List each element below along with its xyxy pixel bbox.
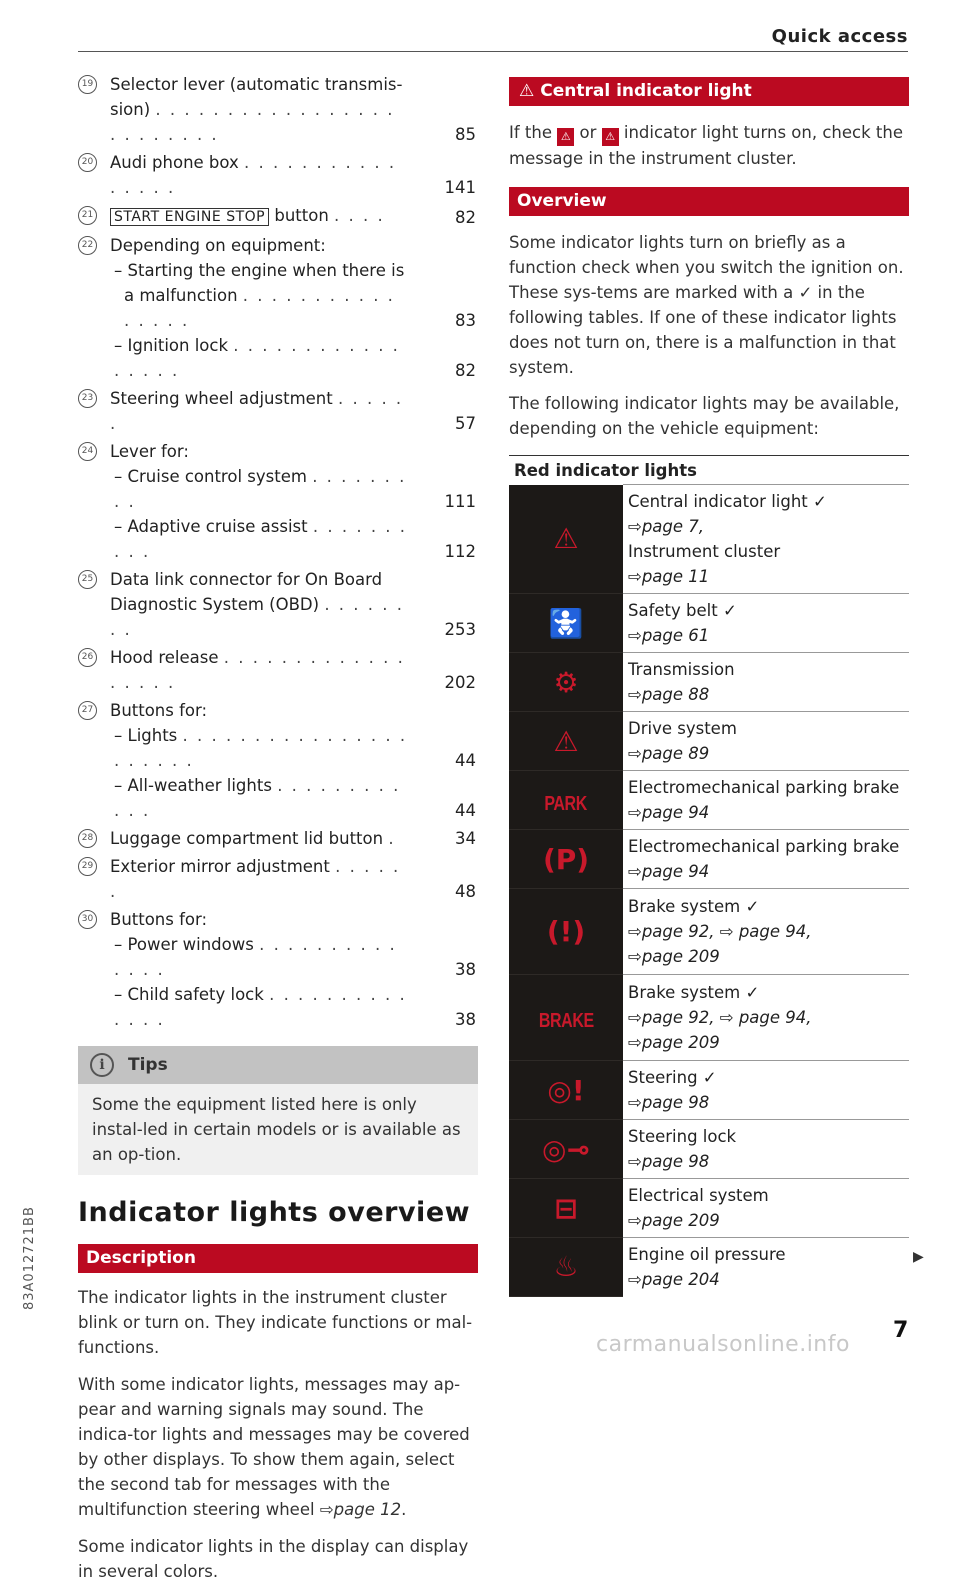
- indicator-light-icon: ⚙: [553, 665, 579, 699]
- toc-entry-label: Selector lever (automatic transmis-: [110, 75, 403, 94]
- arrow-icon: ⇨: [628, 685, 642, 704]
- page-link[interactable]: page 89: [641, 744, 710, 763]
- para2-end: .: [401, 1500, 407, 1519]
- indicator-icon-cell: [509, 1179, 623, 1238]
- page-reference[interactable]: [628, 919, 909, 944]
- toc-entry-label: Steering wheel adjustment: [110, 389, 333, 408]
- toc-entry-label: – All-weather lights: [114, 776, 272, 795]
- page-link[interactable]: page 98: [641, 1093, 710, 1112]
- toc-row[interactable]: [78, 439, 478, 464]
- leader-dots: . . . . . . . .: [110, 595, 405, 639]
- start-engine-stop-label: START ENGINE STOP: [110, 208, 269, 226]
- callout-number-icon: 27: [78, 701, 97, 720]
- toc-entry-label: Buttons for:: [110, 910, 208, 929]
- page-link[interactable]: page 61: [641, 626, 710, 645]
- leader-dots: . . . . . . . . . . . . . . . . . . . . . .: [114, 726, 408, 770]
- page-link[interactable]: page 209: [641, 947, 720, 966]
- toc-page-number: 44: [455, 751, 476, 770]
- toc-row[interactable]: [78, 514, 478, 564]
- indicator-description: [623, 594, 909, 653]
- indicator-title: Electromechanical parking brake: [628, 837, 900, 856]
- indicator-row: [509, 889, 909, 975]
- indicator-title: Brake system ✓: [628, 983, 760, 1002]
- toc-list: [78, 72, 478, 1032]
- callout-number-icon: 23: [78, 389, 97, 408]
- tips-header: [78, 1046, 478, 1084]
- page-reference[interactable]: [628, 514, 909, 539]
- toc-row[interactable]: [78, 233, 478, 258]
- indicator-icon-cell: [509, 889, 623, 975]
- indicator-light-icon: BRAKE: [538, 1010, 594, 1032]
- toc-entry-label: – Adaptive cruise assist: [114, 517, 308, 536]
- indicator-description: [623, 830, 909, 889]
- indicator-icon-cell: [509, 1120, 623, 1179]
- indicator-description: [623, 1179, 909, 1238]
- arrow-icon: ⇨: [628, 1008, 642, 1027]
- central-text-or: or: [579, 123, 597, 142]
- toc-page-number: 82: [455, 361, 476, 380]
- toc-row[interactable]: [78, 72, 478, 97]
- toc-entry-label: – Lights: [114, 726, 178, 745]
- toc-row[interactable]: [78, 258, 478, 283]
- callout-number-icon: 19: [78, 75, 97, 94]
- indicator-title: Electrical system: [628, 1186, 769, 1205]
- arrow-icon: ⇨: [628, 744, 642, 763]
- leader-dots: . . . . . . . . . . . . . . . .: [124, 286, 395, 330]
- indicator-description: [623, 485, 909, 594]
- toc-entry-label: Diagnostic System (OBD): [110, 595, 320, 614]
- indicator-row: [509, 485, 909, 594]
- indicator-title: Electromechanical parking brake: [628, 778, 900, 797]
- indicator-light-icon: 🚼: [548, 606, 584, 640]
- page-number: 7: [893, 1318, 909, 1343]
- toc-page-number: 253: [444, 620, 476, 639]
- toc-row[interactable]: [78, 464, 478, 514]
- arrow-icon: ⇨: [628, 1270, 642, 1289]
- indicator-title: Steering ✓: [628, 1068, 717, 1087]
- toc-entry-text: [78, 567, 478, 592]
- indicator-light-icon: ◎!: [547, 1073, 585, 1107]
- page-link[interactable]: page 94: [641, 803, 710, 822]
- indicator-description: [623, 712, 909, 771]
- arrow-icon: ⇨: [628, 803, 642, 822]
- red-warning-icon: ⚠: [557, 128, 574, 146]
- arrow-icon: ⇨: [628, 517, 642, 536]
- page-link[interactable]: page 11: [641, 567, 710, 586]
- callout-number-icon: 26: [78, 648, 97, 667]
- leader-dots: . . . . . . . . . . . . . . . .: [110, 153, 397, 197]
- description-para-1: The indicator lights in the instrument cluster blink or turn on. They indicate functions or mal-functions.: [78, 1288, 473, 1357]
- page-reference[interactable]: [628, 944, 909, 969]
- overview-bar: Overview: [509, 187, 909, 216]
- toc-entry-text: [78, 233, 478, 258]
- indicator-icon-cell: [509, 771, 623, 830]
- indicator-title: Drive system: [628, 719, 737, 738]
- page-reference[interactable]: [628, 1149, 909, 1174]
- indicator-light-icon: ⚠: [553, 724, 579, 758]
- watermark: carmanualsonline.info: [596, 1332, 850, 1357]
- toc-row[interactable]: [78, 723, 478, 773]
- leader-dots: . . . . . .: [110, 389, 404, 433]
- tips-body: Some the equipment listed here is only instal-led in certain models or is available as an op-tion.: [92, 1095, 461, 1164]
- info-icon: i: [90, 1053, 114, 1077]
- toc-page-number: 48: [455, 882, 476, 901]
- toc-row[interactable]: [78, 932, 478, 982]
- arrow-icon: ⇨: [628, 1152, 642, 1171]
- next-page-arrow-icon: ▶: [913, 1249, 924, 1265]
- indicator-icon-cell: [509, 485, 623, 594]
- toc-page-number: 44: [455, 801, 476, 820]
- page-reference[interactable]: [628, 564, 909, 589]
- indicator-description: [623, 771, 909, 830]
- indicator-row: [509, 1061, 909, 1120]
- toc-row[interactable]: [78, 150, 478, 200]
- toc-entry-label: – Power windows: [114, 935, 254, 954]
- description-para-2: [78, 1372, 478, 1522]
- indicator-row: [509, 830, 909, 889]
- leader-dots: . . . . . . . . . . . . . . . . . . . . . . . . .: [110, 100, 395, 144]
- indicator-description: [623, 1120, 909, 1179]
- toc-page-number: 141: [444, 178, 476, 197]
- tips-box: [78, 1046, 478, 1175]
- callout-number-icon: 29: [78, 857, 97, 876]
- tips-title: Tips: [128, 1055, 168, 1075]
- page-link[interactable]: page 209: [641, 1211, 720, 1230]
- para2-text: With some indicator lights, messages may ap-pear and warning signals may sound. The indica-tor lights and messages may be covered by other displays. To show them again, select the second tab for messages with the multifunction steering wheel: [78, 1375, 470, 1519]
- toc-page-number: 82: [455, 208, 476, 227]
- indicator-icon-cell: [509, 712, 623, 771]
- toc-page-number: 34: [455, 829, 476, 848]
- leader-dots: . . . . . . . . . . . . . . . . . .: [110, 648, 405, 692]
- arrow-icon: ⇨: [628, 567, 642, 586]
- toc-row[interactable]: [78, 386, 478, 436]
- indicator-light-icon: (P): [542, 842, 590, 876]
- indicator-title: Transmission: [628, 660, 735, 679]
- indicator-title: Brake system ✓: [628, 897, 760, 916]
- toc-row[interactable]: [78, 982, 478, 1032]
- arrow-icon: ⇨: [628, 922, 642, 941]
- leader-dots: . . . . . .: [110, 857, 401, 901]
- document-code: 83A012721BB: [22, 1206, 37, 1310]
- indicator-description: [623, 1238, 909, 1297]
- toc-entry-label: – Cruise control system: [114, 467, 307, 486]
- toc-entry-label: Audi phone box: [110, 153, 239, 172]
- toc-row[interactable]: [78, 907, 478, 932]
- page-reference[interactable]: [628, 800, 909, 825]
- section-heading: Indicator lights overview: [78, 1197, 471, 1228]
- central-text-b: indicator light turns on, check the message in the instrument cluster.: [509, 123, 903, 168]
- toc-entry-text: [78, 258, 478, 283]
- toc-row[interactable]: [78, 203, 478, 230]
- indicator-row: [509, 594, 909, 653]
- callout-number-icon: 24: [78, 442, 97, 461]
- indicator-light-icon: (!): [546, 915, 586, 948]
- page-reference[interactable]: [628, 1267, 909, 1292]
- indicator-light-icon: ◎⊸: [542, 1132, 590, 1166]
- toc-row[interactable]: [78, 645, 478, 695]
- indicator-light-icon: PARK: [544, 792, 588, 815]
- callout-number-icon: 20: [78, 153, 97, 172]
- indicator-description: [623, 975, 909, 1061]
- indicator-light-icon: ⚠: [553, 522, 579, 556]
- indicator-row: [509, 712, 909, 771]
- toc-row[interactable]: [78, 773, 478, 823]
- callout-number-icon: 30: [78, 910, 97, 929]
- toc-row[interactable]: [78, 698, 478, 723]
- indicator-description: [623, 889, 909, 975]
- central-indicator-text: [509, 120, 909, 171]
- page-reference[interactable]: [628, 1005, 909, 1030]
- page-link[interactable]: page 94: [641, 862, 710, 881]
- indicator-title: Instrument cluster: [628, 542, 781, 561]
- red-indicator-table: [509, 484, 909, 1297]
- indicator-description: [623, 653, 909, 712]
- indicator-description: [623, 1061, 909, 1120]
- toc-entry-text: [78, 907, 478, 932]
- toc-entry-label: Luggage compartment lid button: [110, 829, 384, 848]
- page-link[interactable]: page 92, ⇨ page 94,: [641, 922, 812, 941]
- page-reference[interactable]: [628, 682, 909, 707]
- callout-number-icon: 22: [78, 236, 97, 255]
- toc-page-number: 38: [455, 960, 476, 979]
- toc-page-number: 38: [455, 1010, 476, 1029]
- toc-row[interactable]: [78, 826, 478, 851]
- callout-number-icon: 25: [78, 570, 97, 589]
- indicator-title: Steering lock: [628, 1127, 737, 1146]
- toc-entry-label: Data link connector for On Board: [110, 570, 383, 589]
- overview-para-1: Some indicator lights turn on briefly as a function check when you switch the ignition on. These sys-tems are marked with a ✓ in the following tables. If one of these indicator lights does not turn on, there is a malfunction in that system.: [509, 233, 904, 377]
- arrow-icon: ⇨: [628, 1033, 642, 1052]
- toc-page-number: 83: [455, 311, 476, 330]
- toc-row[interactable]: [78, 333, 478, 383]
- toc-entry-label: – Child safety lock: [114, 985, 264, 1004]
- indicator-title: Engine oil pressure: [628, 1245, 786, 1264]
- toc-entry-label: Hood release: [110, 648, 219, 667]
- toc-page-number: 85: [455, 125, 476, 144]
- leader-dots: . . . . . . . . . . . . . .: [114, 935, 397, 979]
- toc-row[interactable]: [78, 592, 478, 642]
- page-link[interactable]: page 88: [641, 685, 710, 704]
- leader-dots: . . . . . . . . .: [114, 467, 407, 511]
- page-link[interactable]: page 12: [333, 1500, 402, 1519]
- central-text-a: If the: [509, 123, 552, 142]
- arrow-icon: ⇨: [628, 862, 642, 881]
- indicator-row: [509, 1238, 909, 1297]
- toc-entry-label: a malfunction: [124, 286, 238, 305]
- indicator-icon-cell: [509, 975, 623, 1061]
- right-column: [509, 77, 909, 1297]
- page-link[interactable]: page 98: [641, 1152, 710, 1171]
- toc-entry-text: [78, 72, 478, 97]
- indicator-icon-cell: [509, 1061, 623, 1120]
- callout-number-icon: 21: [78, 206, 97, 225]
- toc-row[interactable]: [78, 854, 478, 904]
- page-link[interactable]: page 204: [641, 1270, 720, 1289]
- central-indicator-title: Central indicator light: [540, 81, 752, 101]
- arrow-icon: ⇨: [628, 626, 642, 645]
- indicator-icon-cell: [509, 1238, 623, 1297]
- indicator-title: Central indicator light ✓: [628, 492, 827, 511]
- page-link[interactable]: page 209: [641, 1033, 720, 1052]
- toc-page-number: 111: [444, 492, 476, 511]
- toc-entry-label: – Ignition lock: [114, 336, 229, 355]
- indicator-row: [509, 1179, 909, 1238]
- toc-entry-label: Depending on equipment:: [110, 236, 326, 255]
- toc-entry-text: [78, 698, 478, 723]
- leader-dots: .: [388, 829, 396, 848]
- indicator-title: Safety belt ✓: [628, 601, 737, 620]
- indicator-row: [509, 1120, 909, 1179]
- indicator-light-icon: ⊟: [554, 1191, 578, 1225]
- callout-number-icon: 28: [78, 829, 97, 848]
- page-reference[interactable]: [628, 1030, 909, 1055]
- leader-dots: . . . .: [334, 206, 385, 225]
- toc-row[interactable]: [78, 567, 478, 592]
- page-reference[interactable]: [628, 1090, 909, 1115]
- page-link[interactable]: page 7,: [641, 517, 705, 536]
- red-warning-icon-2: ⚠: [602, 128, 619, 146]
- toc-entry-label: sion): [110, 100, 151, 119]
- page-link[interactable]: page 92, ⇨ page 94,: [641, 1008, 812, 1027]
- toc-page-number: 112: [444, 542, 476, 561]
- red-indicator-table-title: Red indicator lights: [509, 455, 909, 484]
- indicator-icon-cell: [509, 653, 623, 712]
- toc-entry-label: Exterior mirror adjustment: [110, 857, 330, 876]
- toc-row[interactable]: [78, 97, 478, 147]
- page-reference[interactable]: [628, 1208, 909, 1233]
- left-column: [78, 72, 478, 1584]
- page-reference[interactable]: [628, 859, 909, 884]
- page-reference[interactable]: [628, 623, 909, 648]
- description-bar: Description: [78, 1244, 478, 1273]
- toc-entry-label: button: [274, 206, 329, 225]
- leader-dots: . . . . . . . . . . . . . . . . .: [114, 336, 400, 380]
- toc-row[interactable]: [78, 283, 478, 333]
- indicator-icon-cell: [509, 830, 623, 889]
- leader-dots: . . . . . . . . . . . .: [114, 776, 401, 820]
- page-header-title: Quick access: [771, 26, 908, 47]
- indicator-row: [509, 771, 909, 830]
- toc-entry-label: Lever for:: [110, 442, 189, 461]
- indicator-icon-cell: [509, 594, 623, 653]
- toc-page-number: 57: [455, 414, 476, 433]
- header-rule: [78, 51, 908, 52]
- indicator-row: [509, 975, 909, 1061]
- leader-dots: . . . . . . . . . . . . . .: [114, 985, 407, 1029]
- page-reference[interactable]: [628, 741, 909, 766]
- central-indicator-bar: [509, 77, 909, 106]
- overview-para-2: The following indicator lights may be available, depending on the vehicle equipment:: [509, 394, 900, 438]
- toc-page-number: 202: [444, 673, 476, 692]
- indicator-row: [509, 653, 909, 712]
- toc-entry-text: [78, 439, 478, 464]
- arrow-icon: ⇨: [628, 1211, 642, 1230]
- toc-entry-label: – Starting the engine when there is: [114, 261, 405, 280]
- description-para-3: Some indicator lights in the display can display in several colors.: [78, 1537, 469, 1581]
- arrow-icon: ⇨: [319, 1500, 334, 1519]
- warning-triangle-icon: ⚠: [519, 81, 535, 101]
- indicator-light-icon: ♨: [553, 1250, 579, 1284]
- toc-entry-label: Buttons for:: [110, 701, 208, 720]
- arrow-icon: ⇨: [628, 1093, 642, 1112]
- arrow-icon: ⇨: [628, 947, 642, 966]
- leader-dots: . . . . . . . . . .: [114, 517, 408, 561]
